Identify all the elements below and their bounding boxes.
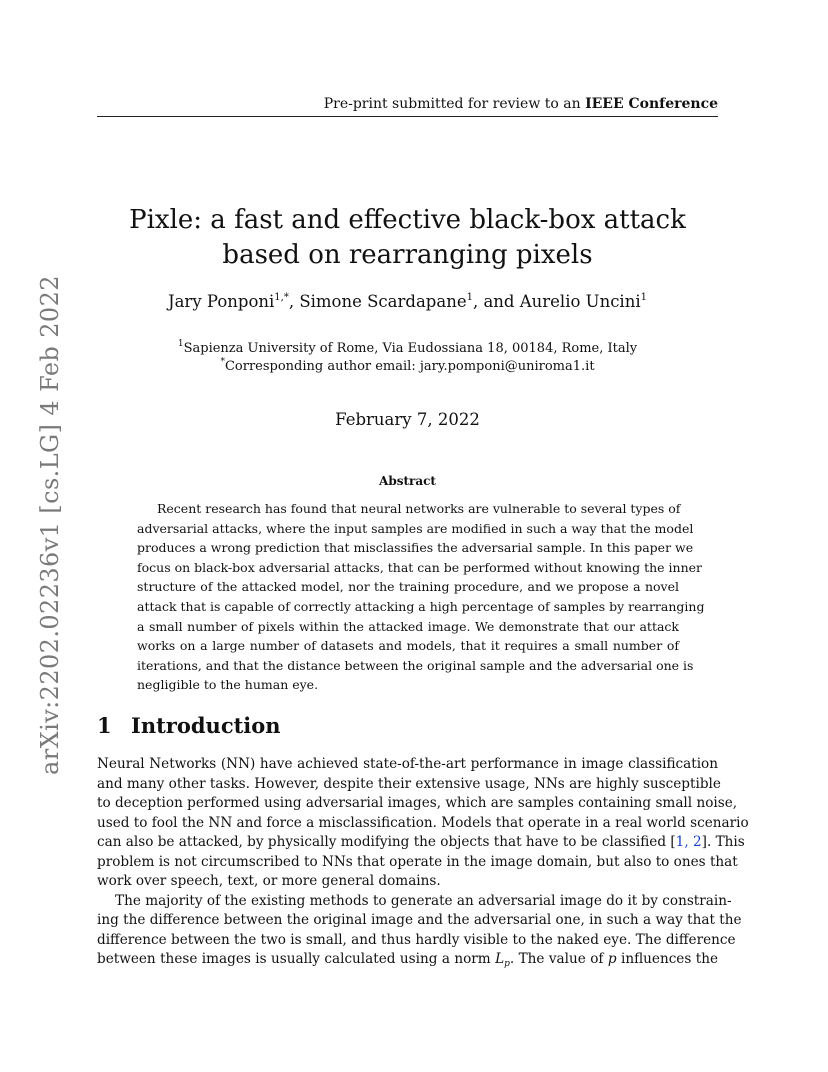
abstract-line: a small number of pixels within the attacked image. We demonstrate that our attack <box>137 618 679 634</box>
body-line: Neural Networks (NN) have achieved state-of-the-art performance in image classification <box>97 756 718 772</box>
abstract-line: produces a wrong prediction that misclassifies the adversarial sample. In this paper we <box>137 540 694 556</box>
body-line: The majority of the existing methods to generate an adversarial image do it by constrain- <box>115 892 732 909</box>
norm-letter: L <box>495 951 505 967</box>
abstract-line: negligible to the human eye. <box>137 677 319 693</box>
body-line: work over speech, text, or more general domains. <box>97 873 441 889</box>
corresponding-mark: * <box>220 357 225 367</box>
author-3-mark: 1 <box>640 292 647 303</box>
p-symbol: p <box>607 951 617 967</box>
body-line: and many other tasks. However, despite their extensive usage, NNs are highly susceptible <box>97 775 721 792</box>
citation-link-2[interactable]: 2 <box>692 834 702 850</box>
body-text-segment: . The value of <box>509 951 608 967</box>
abstract-line: structure of the attacked model, nor the training procedure, and we propose a novel <box>137 579 679 595</box>
body-line: difference between the two is small, and thus hardly visible to the naked eye. The difference <box>97 931 736 948</box>
abstract-line: adversarial attacks, where the input samples are modified in such a way that the model <box>137 520 694 536</box>
corresponding-email: Corresponding author email: jary.pomponi@uniroma1.it <box>224 359 595 374</box>
section-heading <box>97 712 281 740</box>
author-2-mark: 1 <box>466 292 473 303</box>
section-number: 1 <box>97 713 112 738</box>
author-1: Jary Ponponi <box>167 292 275 311</box>
norm-symbol <box>495 951 510 967</box>
affiliation-line <box>97 340 718 358</box>
author-2: , Simone Scardapane <box>288 292 467 311</box>
paper-title <box>97 203 718 273</box>
introduction-body <box>97 755 749 970</box>
body-line-with-citations <box>97 833 745 853</box>
abstract-line: attack that is capable of correctly attacking a high percentage of samples by rearranging <box>137 598 705 614</box>
author-1-mark: 1,* <box>274 292 289 303</box>
affiliation-block <box>97 340 718 376</box>
abstract-heading: Abstract <box>379 474 436 488</box>
section-title: Introduction <box>131 713 281 738</box>
body-line-with-math <box>97 950 718 970</box>
paper-date: February 7, 2022 <box>335 410 480 429</box>
affiliation-mark: 1 <box>177 339 184 349</box>
abstract-line: works on a large number of datasets and models, that it requires a small number of <box>137 638 679 654</box>
abstract-body <box>137 499 705 695</box>
body-line: used to fool the NN and force a misclassification. Models that operate in a real world scenario <box>97 814 749 831</box>
abstract-line: focus on black-box adversarial attacks, that can be performed without knowing the inner <box>137 559 702 575</box>
body-line: to deception performed using adversarial images, which are samples containing small noise, <box>97 795 738 811</box>
body-text-segment: influences the <box>616 951 719 967</box>
header-rule <box>97 116 718 117</box>
body-text-segment: between these images is usually calculated using a norm <box>97 951 496 967</box>
citation-separator: , <box>684 834 693 850</box>
abstract-line: Recent research has found that neural networks are vulnerable to several types of <box>157 501 681 516</box>
norm-subscript: p <box>504 959 510 969</box>
body-text-segment: ]. This <box>701 834 745 850</box>
citation-link-1[interactable]: 1 <box>675 834 685 850</box>
author-list <box>97 291 718 313</box>
author-3: , and Aurelio Uncini <box>472 292 641 311</box>
header-prefix: Pre-print submitted for review to an <box>323 96 586 112</box>
body-text-segment: can also be attacked, by physically modifying the objects that have to be classified [ <box>97 834 676 850</box>
body-line: ing the difference between the original image and the adversarial one, in such a way that the <box>97 912 742 928</box>
running-header <box>97 95 718 113</box>
arxiv-stamp: arXiv:2202.02236v1 [cs.LG] 4 Feb 2022 <box>36 275 64 775</box>
corresponding-line <box>97 358 718 376</box>
body-line: problem is not circumscribed to NNs that operate in the image domain, but also to ones that <box>97 853 738 870</box>
header-venue: IEEE Conference <box>585 96 718 112</box>
title-line-1: Pixle: a fast and effective black-box attack <box>129 205 686 235</box>
affiliation-institution: Sapienza University of Rome, Via Eudossiana 18, 00184, Rome, Italy <box>183 341 638 356</box>
abstract-line: iterations, and that the distance between the original sample and the adversarial one is <box>137 657 694 673</box>
title-line-2: based on rearranging pixels <box>222 240 593 270</box>
